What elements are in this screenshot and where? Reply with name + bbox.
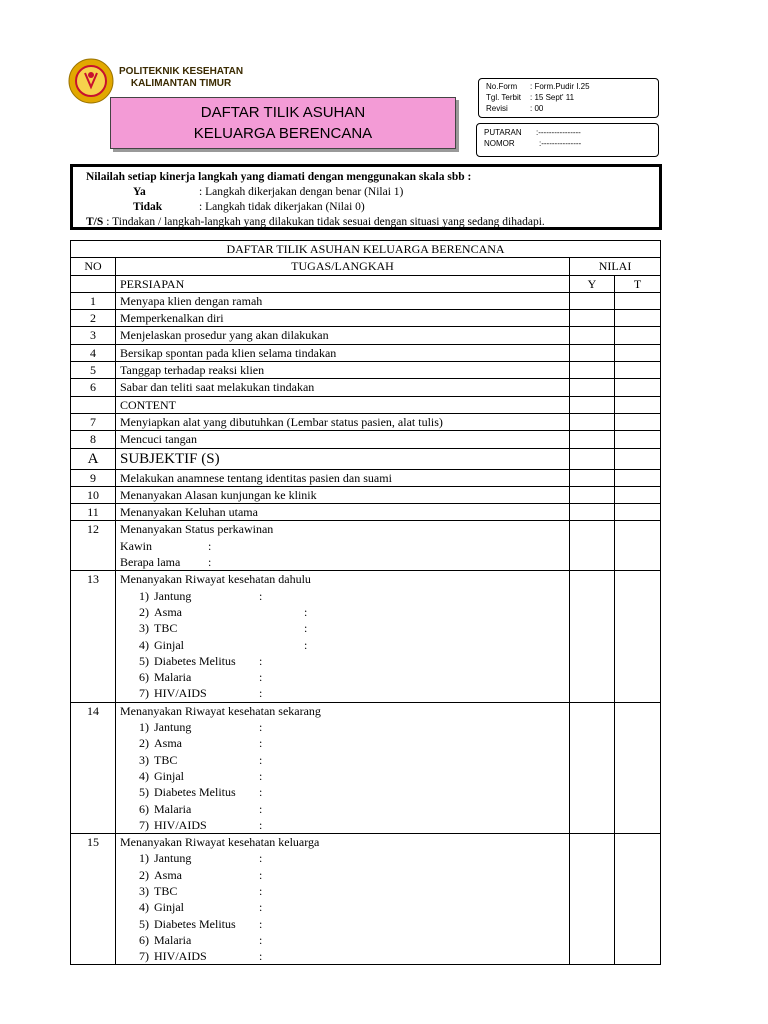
table-row-15 — [71, 834, 661, 965]
item-colon: : — [259, 867, 263, 882]
institution-logo — [68, 58, 114, 104]
t-cell[interactable] — [615, 413, 661, 430]
item-number: 3) — [139, 752, 149, 767]
col-nilai-header: NILAI — [570, 258, 661, 275]
table-row-12 — [71, 521, 661, 571]
col-task-header: TUGAS/LANGKAH — [116, 258, 570, 275]
tidak-text: : Langkah tidak dikerjakan (Nilai 0) — [199, 201, 365, 213]
table-row — [71, 504, 661, 521]
item-colon: : — [304, 621, 308, 636]
row-task — [116, 571, 570, 702]
document-title — [110, 97, 456, 149]
item-number: 4) — [139, 768, 149, 783]
t-cell[interactable] — [615, 362, 661, 379]
kawin-label: Kawin — [120, 538, 152, 553]
item-label: Ginjal — [154, 900, 184, 915]
scoring-instructions — [70, 164, 662, 230]
tidak-label: Tidak — [133, 201, 163, 213]
section-a-no: A — [71, 448, 116, 469]
y-cell[interactable] — [570, 362, 615, 379]
table-row — [71, 362, 661, 379]
row-no: 7 — [71, 413, 116, 430]
table-row — [71, 344, 661, 361]
t-cell[interactable] — [615, 310, 661, 327]
row-no: 4 — [71, 344, 116, 361]
institution-line2: KALIMANTAN TIMUR — [130, 78, 232, 89]
history-item — [120, 817, 569, 833]
item-number: 6) — [139, 801, 149, 816]
item-colon: : — [259, 883, 263, 898]
y-cell[interactable] — [570, 486, 615, 503]
ya-text: : Langkah dikerjakan dengan benar (Nilai 1) — [199, 186, 404, 198]
row-task: Sabar dan teliti saat melakukan tindakan — [116, 379, 570, 396]
history-item — [120, 883, 569, 899]
t-cell[interactable] — [615, 431, 661, 448]
tgl-terbit-value: : 15 Sept' 11 — [530, 93, 575, 102]
checklist-table — [70, 240, 661, 965]
y-cell[interactable] — [570, 413, 615, 430]
no-form-label: No.Form — [486, 82, 518, 91]
item-colon: : — [259, 653, 263, 668]
item-colon: : — [259, 588, 263, 603]
history-item — [120, 784, 569, 800]
row-task-text: Menanyakan Status perkawinan — [120, 522, 274, 537]
item-number: 3) — [139, 883, 149, 898]
y-cell[interactable] — [570, 504, 615, 521]
y-cell[interactable] — [570, 310, 615, 327]
document-title-line1: DAFTAR TILIK ASUHAN — [200, 104, 366, 121]
table-header-row — [71, 258, 661, 275]
t-cell[interactable] — [615, 327, 661, 344]
history-item — [120, 685, 569, 701]
table-row — [71, 413, 661, 430]
document-title-line2: KELUARGA BERENCANA — [193, 125, 373, 142]
history-item — [120, 867, 569, 883]
item-number: 7) — [139, 817, 149, 832]
item-label: Asma — [154, 736, 182, 751]
item-number: 4) — [139, 900, 149, 915]
item-colon: : — [259, 851, 263, 866]
row-task-text: Menanyakan Riwayat kesehatan sekarang — [120, 703, 321, 718]
table-row-14 — [71, 702, 661, 833]
t-cell[interactable] — [615, 486, 661, 503]
institution-name — [119, 66, 243, 90]
row-no: 10 — [71, 486, 116, 503]
item-number: 3) — [139, 621, 149, 636]
item-label: HIV/AIDS — [154, 817, 207, 832]
t-cell[interactable] — [615, 379, 661, 396]
row-no: 9 — [71, 469, 116, 486]
item-number: 5) — [139, 916, 149, 931]
t-cell[interactable] — [615, 504, 661, 521]
row-no: 3 — [71, 327, 116, 344]
berapa-lama-colon: : — [208, 555, 212, 570]
col-no-header: NO — [71, 258, 116, 275]
row-task: Menanyakan Alasan kunjungan ke klinik — [116, 486, 570, 503]
section-persiapan: PERSIAPAN — [116, 275, 570, 292]
y-cell[interactable] — [570, 431, 615, 448]
form-info-box — [478, 78, 659, 118]
item-label: Malaria — [154, 932, 192, 947]
item-colon: : — [259, 768, 263, 783]
item-number: 5) — [139, 785, 149, 800]
tgl-terbit-label: Tgl. Terbit — [486, 93, 521, 102]
y-cell[interactable] — [570, 521, 615, 571]
row-task-text: Menanyakan Riwayat kesehatan dahulu — [120, 572, 311, 587]
item-colon: : — [259, 686, 263, 701]
item-number: 2) — [139, 604, 149, 619]
item-number: 1) — [139, 851, 149, 866]
persiapan-rows — [71, 292, 661, 396]
persiapan-row — [71, 275, 661, 292]
row-task-text: Menanyakan Riwayat kesehatan keluarga — [120, 835, 320, 850]
y-cell[interactable] — [570, 834, 615, 965]
item-label: Malaria — [154, 670, 192, 685]
row-task: Mencuci tangan — [116, 431, 570, 448]
ts-label: T/S — [86, 216, 104, 228]
history-item — [120, 899, 569, 915]
t-cell[interactable] — [615, 571, 661, 702]
item-colon: : — [259, 720, 263, 735]
content-rows — [71, 413, 661, 448]
putaran-box — [476, 123, 659, 157]
history-item — [120, 620, 569, 636]
item-number: 6) — [139, 932, 149, 947]
table-row — [71, 469, 661, 486]
row-no: 2 — [71, 310, 116, 327]
item-label: Asma — [154, 867, 182, 882]
y-cell[interactable] — [570, 327, 615, 344]
row-task: Menjelaskan prosedur yang akan dilakukan — [116, 327, 570, 344]
row-task: Memperkenalkan diri — [116, 310, 570, 327]
item-colon: : — [259, 949, 263, 964]
no-form-value: : Form.Pudir I.25 — [530, 82, 590, 91]
row-no: 5 — [71, 362, 116, 379]
y-cell[interactable] — [570, 702, 615, 833]
item-colon: : — [259, 801, 263, 816]
item-label: Jantung — [154, 588, 192, 603]
item-number: 6) — [139, 670, 149, 685]
row-no: 15 — [71, 834, 116, 965]
history-item — [120, 637, 569, 653]
table-title-row — [71, 241, 661, 258]
history-item — [120, 719, 569, 735]
col-t-header: T — [615, 275, 661, 292]
item-number: 7) — [139, 686, 149, 701]
berapa-lama-label: Berapa lama — [120, 555, 181, 570]
row-no: 8 — [71, 431, 116, 448]
section-a-rows — [71, 469, 661, 521]
item-colon: : — [304, 637, 308, 652]
history-item — [120, 932, 569, 948]
y-cell[interactable] — [570, 469, 615, 486]
item-colon: : — [304, 604, 308, 619]
item-label: HIV/AIDS — [154, 949, 207, 964]
item-colon: : — [259, 817, 263, 832]
section-a-label: SUBJEKTIF (S) — [116, 448, 570, 469]
section-content: CONTENT — [116, 396, 570, 413]
row-no: 13 — [71, 571, 116, 702]
item-label: Diabetes Melitus — [154, 785, 236, 800]
y-cell[interactable] — [570, 292, 615, 309]
institution-line1: POLITEKNIK KESEHATAN — [119, 66, 244, 77]
item-colon: : — [259, 932, 263, 947]
row-task: Menyiapkan alat yang dibutuhkan (Lembar status pasien, alat tulis) — [116, 413, 570, 430]
ts-text: : Tindakan / langkah-langkah yang dilakukan tidak sesuai dengan situasi yang sedang dihadapi. — [106, 216, 545, 228]
history-item — [120, 653, 569, 669]
table-row — [71, 310, 661, 327]
item-label: Jantung — [154, 720, 192, 735]
item-label: Ginjal — [154, 637, 184, 652]
t-cell[interactable] — [615, 344, 661, 361]
history-rows — [71, 571, 661, 965]
item-colon: : — [259, 900, 263, 915]
row-task: Menanyakan Keluhan utama — [116, 504, 570, 521]
row-no: 12 — [71, 521, 116, 571]
row-no: 1 — [71, 292, 116, 309]
table-row — [71, 431, 661, 448]
table-row — [71, 379, 661, 396]
history-item — [120, 604, 569, 620]
instructions-intro: Nilailah setiap kinerja langkah yang diamati dengan menggunakan skala sbb : — [86, 171, 472, 183]
item-number: 1) — [139, 588, 149, 603]
table-row-13 — [71, 571, 661, 702]
row-task: Melakukan anamnese tentang identitas pasien dan suami — [116, 469, 570, 486]
revisi-value: : 00 — [530, 104, 544, 113]
item-label: TBC — [154, 621, 178, 636]
item-label: TBC — [154, 883, 178, 898]
col-y-header: Y — [570, 275, 615, 292]
t-cell[interactable] — [615, 521, 661, 571]
nomor-value: :--------------- — [539, 139, 582, 148]
row-task — [116, 834, 570, 965]
y-cell[interactable] — [570, 379, 615, 396]
history-item — [120, 801, 569, 817]
history-item — [120, 588, 569, 604]
table-row — [71, 327, 661, 344]
item-number: 2) — [139, 867, 149, 882]
row-task: Bersikap spontan pada klien selama tindakan — [116, 344, 570, 361]
putaran-label: PUTARAN — [484, 128, 522, 137]
item-label: Ginjal — [154, 768, 184, 783]
nomor-label: NOMOR — [484, 139, 515, 148]
y-cell[interactable] — [570, 571, 615, 702]
item-colon: : — [259, 736, 263, 751]
item-label: Malaria — [154, 801, 192, 816]
item-colon: : — [259, 916, 263, 931]
history-item — [120, 916, 569, 932]
item-number: 2) — [139, 736, 149, 751]
item-label: TBC — [154, 752, 178, 767]
row-task: Tanggap terhadap reaksi klien — [116, 362, 570, 379]
history-item — [120, 768, 569, 784]
row-no: 6 — [71, 379, 116, 396]
section-a-row — [71, 448, 661, 469]
ya-label: Ya — [133, 186, 146, 198]
row-task: Menyapa klien dengan ramah — [116, 292, 570, 309]
item-label: Diabetes Melitus — [154, 653, 236, 668]
item-colon: : — [259, 752, 263, 767]
kawin-colon: : — [208, 538, 212, 553]
item-label: Jantung — [154, 851, 192, 866]
row-no: 11 — [71, 504, 116, 521]
table-title: DAFTAR TILIK ASUHAN KELUARGA BERENCANA — [71, 241, 661, 258]
table-row — [71, 292, 661, 309]
putaran-value: :---------------- — [536, 128, 581, 137]
history-item — [120, 735, 569, 751]
table-row — [71, 486, 661, 503]
row-task — [116, 521, 570, 571]
item-colon: : — [259, 785, 263, 800]
history-item — [120, 752, 569, 768]
history-item — [120, 669, 569, 685]
item-label: Diabetes Melitus — [154, 916, 236, 931]
item-label: HIV/AIDS — [154, 686, 207, 701]
content-row — [71, 396, 661, 413]
row-task — [116, 702, 570, 833]
t-cell[interactable] — [615, 702, 661, 833]
revisi-label: Revisi — [486, 104, 508, 113]
item-number: 1) — [139, 720, 149, 735]
history-item — [120, 948, 569, 964]
item-label: Asma — [154, 604, 182, 619]
item-number: 7) — [139, 949, 149, 964]
t-cell[interactable] — [615, 834, 661, 965]
item-colon: : — [259, 670, 263, 685]
item-number: 5) — [139, 653, 149, 668]
t-cell[interactable] — [615, 292, 661, 309]
t-cell[interactable] — [615, 469, 661, 486]
history-item — [120, 850, 569, 866]
y-cell[interactable] — [570, 344, 615, 361]
row-no: 14 — [71, 702, 116, 833]
item-number: 4) — [139, 637, 149, 652]
